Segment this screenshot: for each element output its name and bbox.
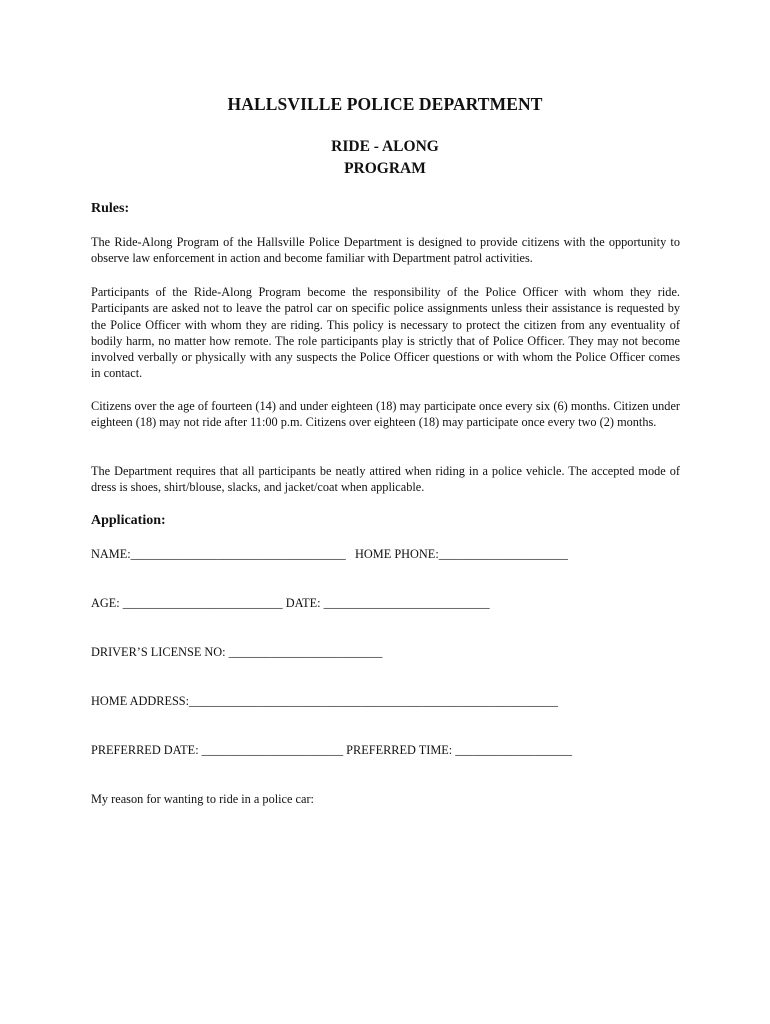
subtitle-line-2: PROGRAM <box>344 160 426 177</box>
reason-prompt: My reason for wanting to ride in a police car: <box>91 792 314 806</box>
rules-heading: Rules: <box>91 201 130 216</box>
application-heading: Application: <box>91 513 166 528</box>
preferred-date-time-field-line[interactable]: PREFERRED DATE: _______________________ PREFERRED TIME: ___________________ <box>91 743 573 757</box>
subtitle-line-1: RIDE - ALONG <box>331 138 439 155</box>
drivers-license-field-line[interactable]: DRIVER’S LICENSE NO: _________________________ <box>91 645 383 659</box>
page-title: HALLSVILLE POLICE DEPARTMENT <box>227 94 543 114</box>
home-address-field-line[interactable]: HOME ADDRESS:____________________________________________________________ <box>91 694 558 708</box>
name-phone-field-line[interactable]: NAME:___________________________________ HOME PHONE:_____________________ <box>91 547 568 561</box>
rules-paragraph-4: The Department requires that all participants be neatly attired when riding in a police vehicle. The accepted mode of dress is shoes, shirt/blouse, slacks, and jacket/coat when applicable. <box>91 464 680 495</box>
age-date-field-line[interactable]: AGE: __________________________ DATE: ___________________________ <box>91 596 490 610</box>
rules-paragraph-2: Participants of the Ride-Along Program become the responsibility of the Police Officer with whom they ride. Participants are asked not to leave the patrol car on specific police assignments unless their assistance is requested by the Police Officer with whom they are riding. This policy is necessary to protect the citizen from any eventuality of bodily harm, no matter how remote. The role participants play is strictly that of Police Officer. They may not become involved verbally or physically with any suspects the Police Officer questions or with whom the Police Officer comes in contact. <box>91 285 680 381</box>
rules-paragraph-1: The Ride-Along Program of the Hallsville Police Department is designed to provide citizens with the opportunity to observe law enforcement in action and become familiar with Department patrol activities. <box>91 235 680 266</box>
rules-paragraph-3: Citizens over the age of fourteen (14) and under eighteen (18) may participate once every six (6) months. Citizen under eighteen (18) may not ride after 11:00 p.m. Citizens over eighteen (18) may participate once every two (2) months. <box>91 399 680 430</box>
